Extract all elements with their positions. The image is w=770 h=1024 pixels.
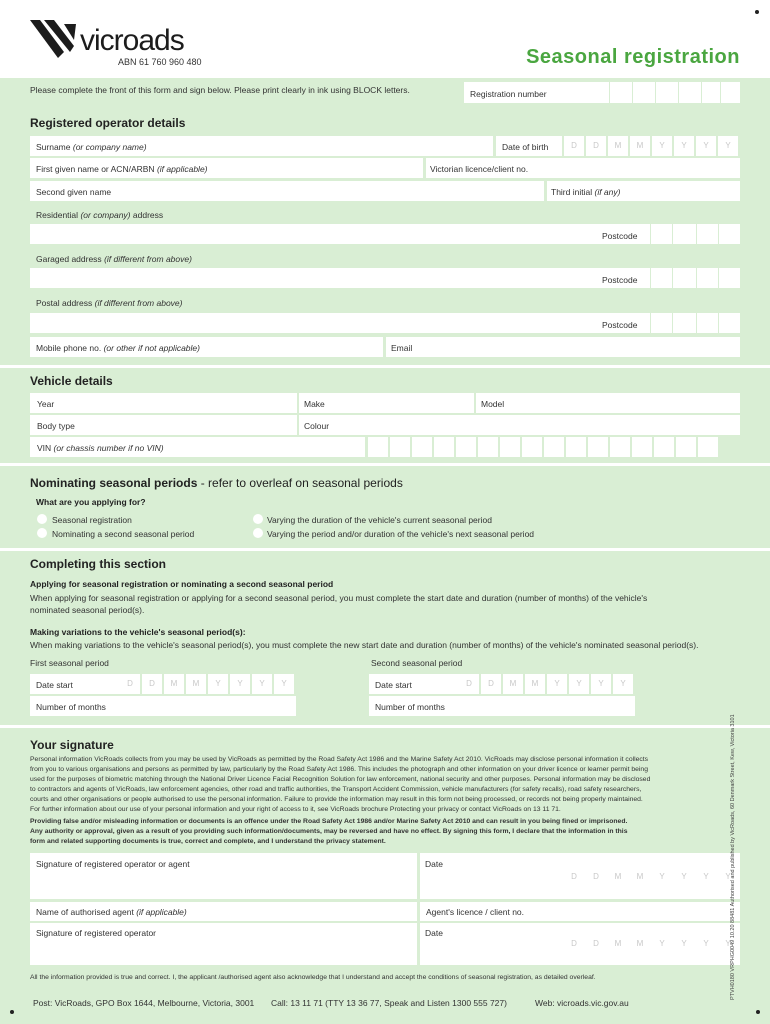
- abn-number: ABN 61 760 960 480: [118, 57, 202, 67]
- signature-operator-date-field[interactable]: D D M M Y Y Y Y: [564, 934, 738, 954]
- signature-heading: Your signature: [30, 738, 114, 752]
- declaration-warning: Providing false and/or misleading information or documents is an offence under the Road Safety Act 1986 and/or Marine Safety Act 2010 and can result in you being fined or imprisoned. Any authority or approval, given as a result of you providing such information/documents, may be reversed and have no effect. By signing this form, I declare that the information in this form and related supporting documents is true, correct and complete, and I understand the privacy statement.: [30, 818, 628, 845]
- signature-date-field[interactable]: D D M M Y Y Y Y: [564, 867, 738, 887]
- footer-mark-left: [10, 1010, 14, 1014]
- footer-mark-right: [756, 1010, 760, 1014]
- vin-field[interactable]: [368, 437, 718, 457]
- completing-para-applying: When applying for seasonal registration or applying for a second seasonal period, you must complete the start date and duration (number of months) of the vehicle's nominated seasonal period(s).: [30, 593, 648, 615]
- mobile-label: Mobile phone no. (or other if not applicable): [36, 343, 200, 353]
- footer-post: Post: VicRoads, GPO Box 1644, Melbourne, Victoria, 3001: [33, 998, 255, 1008]
- residential-postcode-label: Postcode: [602, 231, 638, 241]
- dob-field[interactable]: D D M M Y Y Y Y: [564, 136, 738, 156]
- third-initial-label: Third initial (if any): [551, 187, 621, 197]
- dob-label: Date of birth: [502, 142, 549, 152]
- registration-number-label: Registration number: [470, 89, 547, 99]
- make-field[interactable]: [299, 393, 474, 413]
- vicroads-logo-icon: [30, 18, 78, 60]
- first-name-label: First given name or ACN/ARBN (if applicable): [36, 164, 208, 174]
- vin-label: VIN (or chassis number if no VIN): [37, 443, 164, 453]
- form-header: [0, 0, 770, 78]
- option-vary-next: Varying the period and/or duration of the vehicle's next seasonal period: [267, 529, 535, 539]
- agent-licence-label: Agent's licence / client no.: [426, 907, 525, 917]
- email-label: Email: [391, 343, 413, 353]
- form-instruction: Please complete the front of this form and sign below. Please print clearly in ink using BLOCK letters.: [30, 85, 410, 95]
- postal-label: Postal address (if different from above): [36, 298, 183, 308]
- licence-label: Victorian licence/client no.: [430, 164, 529, 174]
- second-date-start-field[interactable]: D D M M Y Y Y Y: [459, 674, 633, 694]
- signature-date-label: Date: [425, 859, 443, 869]
- model-field[interactable]: [476, 393, 740, 413]
- nominating-heading: Nominating seasonal periods - refer to overleaf on seasonal periods: [30, 476, 403, 490]
- radio-vary-next[interactable]: [253, 528, 263, 538]
- year-field[interactable]: [30, 393, 297, 413]
- option-second-period: Nominating a second seasonal period: [52, 529, 195, 539]
- second-name-label: Second given name: [36, 187, 112, 197]
- body-type-label: Body type: [37, 421, 75, 431]
- surname-label: Surname (or company name): [36, 142, 147, 152]
- privacy-statement: Personal information VicRoads collects from you may be used by VicRoads as permitted by the Road Safety Act 1986 and the Marine Safety Act 2010. VicRoads may disclose personal information it collects from you to various organisations and persons as permitted by law, particularly by the Road Safety Act 1986. This includes the photograph and other information on your driver licence or learner permit being used for the purposes of biometric matching through the National Driver Licence Facial Recognition Solution for law enforcement, national security and other purposes. Personal information may be disclosed to contractors and agents of VicRoads, law enforcement agencies, other road and traffic authorities, the Transport Accident Commission, vehicle manufacturers (for safety recalls), road safety researchers, courts and other organisations or people authorised to use the personal information. Failure to provide the information may result in this form not being processed, or records not being properly maintained. For further information about our use of your personal information and your right of access to it, see VicRoads brochure Protecting your privacy or contact VicRoads on 13 11 71.: [30, 756, 651, 813]
- colour-label: Colour: [304, 421, 330, 431]
- email-field[interactable]: [386, 337, 740, 357]
- second-date-start-label: Date start: [375, 680, 412, 690]
- option-vary-current: Varying the duration of the vehicle's current seasonal period: [267, 515, 492, 525]
- model-label: Model: [481, 399, 505, 409]
- year-label: Year: [37, 399, 55, 409]
- first-date-start-label: Date start: [36, 680, 73, 690]
- second-months-label: Number of months: [375, 702, 445, 712]
- footer-web[interactable]: Web: vicroads.vic.gov.au: [535, 998, 629, 1008]
- completing-sub-variations: Making variations to the vehicle's seasonal period(s):: [30, 627, 246, 637]
- completing-para-variations: When making variations to the vehicle's seasonal period(s), you must complete the new start date and duration (number of months) of the vehicle's nominated seasonal period(s).: [30, 640, 699, 650]
- garaged-postcode-label: Postcode: [602, 275, 638, 285]
- second-period-label: Second seasonal period: [371, 658, 463, 668]
- option-seasonal-registration: Seasonal registration: [52, 515, 132, 525]
- first-months-label: Number of months: [36, 702, 106, 712]
- completing-heading: Completing this section: [30, 557, 167, 571]
- residential-label: Residential (or company) address: [36, 210, 164, 220]
- radio-vary-current[interactable]: [253, 514, 263, 524]
- make-label: Make: [304, 399, 325, 409]
- logo-wordmark: vicroads: [80, 24, 184, 57]
- operator-heading: Registered operator details: [30, 116, 186, 130]
- form-title: Seasonal registration: [526, 46, 740, 68]
- first-period-label: First seasonal period: [30, 658, 109, 668]
- completing-sub-applying: Applying for seasonal registration or nominating a second seasonal period: [30, 579, 334, 589]
- signature-operator-date-label: Date: [425, 928, 443, 938]
- agent-name-label: Name of authorised agent (if applicable): [36, 907, 187, 917]
- corner-mark: [755, 10, 759, 14]
- radio-second-period[interactable]: [37, 528, 47, 538]
- garaged-label: Garaged address (if different from above): [36, 254, 192, 264]
- signature-operator-agent-label: Signature of registered operator or agent: [36, 859, 190, 869]
- acknowledgement-text: All the information provided is true and correct. I, the applicant /authorised agent also acknowledge that I understand and accept the conditions of seasonal registration, as detailed overleaf.: [30, 974, 596, 981]
- applying-question: What are you applying for?: [36, 497, 146, 507]
- postal-postcode-label: Postcode: [602, 320, 638, 330]
- vehicle-heading: Vehicle details: [30, 374, 113, 388]
- side-print-code: PTVH0180 VRPHG0049 10.20 88481 Authorised and published by VicRoads, 60 Denmark Street, Kew, Victoria 3101: [730, 714, 736, 1000]
- first-date-start-field[interactable]: D D M M Y Y Y Y: [120, 674, 294, 694]
- colour-field[interactable]: [299, 415, 740, 435]
- footer-call: Call: 13 11 71 (TTY 13 36 77, Speak and Listen 1300 555 727): [271, 998, 507, 1008]
- radio-seasonal-registration[interactable]: [37, 514, 47, 524]
- signature-operator-label: Signature of registered operator: [36, 928, 157, 938]
